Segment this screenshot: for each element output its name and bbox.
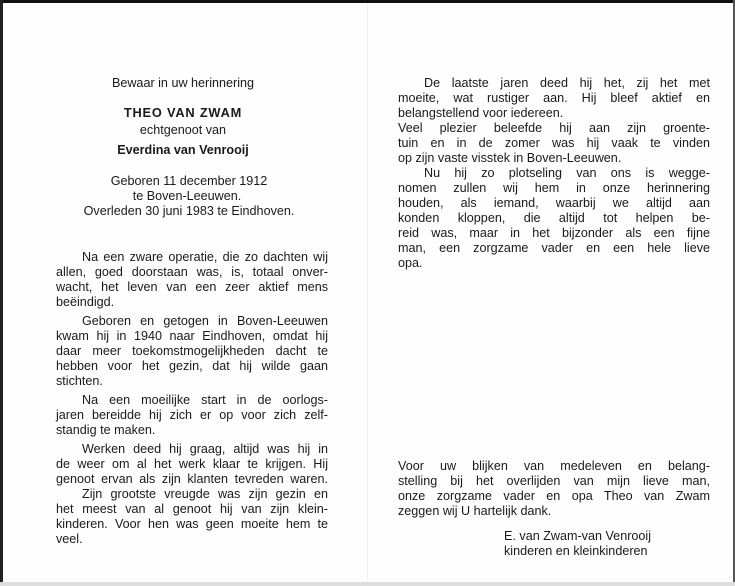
died-line: Overleden 30 juni 1983 te Eindhoven. [83,204,295,218]
paragraph-1 [56,250,328,310]
text-line: moeite, wat rustiger aan. Hij bleef aktief en [398,91,710,105]
text-line: houden, als iemand, waarbij we altijd aan [398,196,710,210]
text-line: De laatste jaren deed hij het, zij het met [424,76,710,90]
paragraph-2 [56,314,328,389]
left-column [56,76,328,547]
text-line: hebben voor het gezin, dat hij wilde gaan [56,359,328,373]
paragraph-5 [56,487,328,547]
text-line: Na een moeilijke start in de oorlogs- [82,393,328,407]
card-fold [367,3,368,582]
header-block [56,76,328,219]
text-line: opa. [398,256,423,270]
text-line: beëindigd. [56,295,115,309]
born-date: Geboren 11 december 1912 [110,174,268,188]
text-line: kinderen. Voor hen was geen moeite hem te [56,517,328,531]
paragraph-6 [398,76,710,121]
text-line: jaren bereidde hij zich er op voor zich zelf- [56,408,328,422]
signature-family: kinderen en kleinkinderen [504,544,648,558]
text-line: reid was, maar in het bijzonder als een fijne [398,226,710,240]
card-left-border [0,0,3,586]
text-line: konden kloppen, die altijd tot helpen be- [398,211,710,225]
text-line: Nu hij zo plotseling van ons is wegge- [424,166,710,180]
text-line: op zijn vaste visstek in Boven-Leeuwen. [398,151,622,165]
remember-line: Bewaar in uw herinnering [111,76,255,90]
text-line: de weer om al het werk klaar te krijgen. Hij [56,457,328,471]
relation-line: echtgenoot van [139,123,227,137]
paragraph-8 [398,166,710,271]
text-line: stichten. [56,374,103,388]
thanks-line: onze zorgzame vader en opa Theo van Zwam [398,489,710,503]
paragraph-7 [398,121,710,166]
text-line: belangstellend voor iedereen. [398,106,564,120]
thanks-line: Voor uw blijken van medeleven en belang- [398,459,710,473]
text-line: Zijn grootste vreugde was zijn gezin en [82,487,328,501]
text-line: Werken deed hij graag, altijd was hij in [82,442,328,456]
right-column [398,76,710,559]
text-line: veel. [56,532,83,546]
text-line: genoot ervan als zijn klanten tevreden waren. [56,472,328,486]
text-line: nomen zullen wij hem in onze herinnering [398,181,710,195]
text-line: daar meer toekomstmogelijkheden dacht te [56,344,328,358]
text-line: Veel plezier beleefde hij aan zijn groente- [398,121,710,135]
paragraph-3 [56,393,328,438]
signature-name: E. van Zwam-van Venrooij [504,529,651,543]
text-line: het meest van al genoot hij van zijn klein- [56,502,328,516]
text-line: standig te maken. [56,423,156,437]
spouse-name: Everdina van Venrooij [117,143,249,157]
text-line: Geboren en getogen in Boven-Leeuwen [82,314,328,328]
thanks-line: stelling bij het overlijden van mijn lieve man, [398,474,710,488]
text-line: allen, goed doorstaan was, is, totaal onver- [56,265,328,279]
born-place: te Boven-Leeuwen. [132,189,242,203]
card-bottom-border [0,582,735,586]
text-line: kwam hij in 1940 naar Eindhoven, omdat hij [56,329,328,343]
thanks-line: zeggen wij U hartelijk dank. [398,504,552,518]
deceased-name: THEO VAN ZWAM [123,105,243,120]
paragraph-4 [56,442,328,487]
text-line: wacht, het leven van een zeer aktief mens [56,280,328,294]
text-line: Na een zware operatie, die zo dachten wij [82,250,328,264]
text-line: tuin en in de zomer was hij vaak te vinden [398,136,710,150]
text-line: man, een zorgzame vader en een hele lieve [398,241,710,255]
thanks-block [398,459,710,559]
